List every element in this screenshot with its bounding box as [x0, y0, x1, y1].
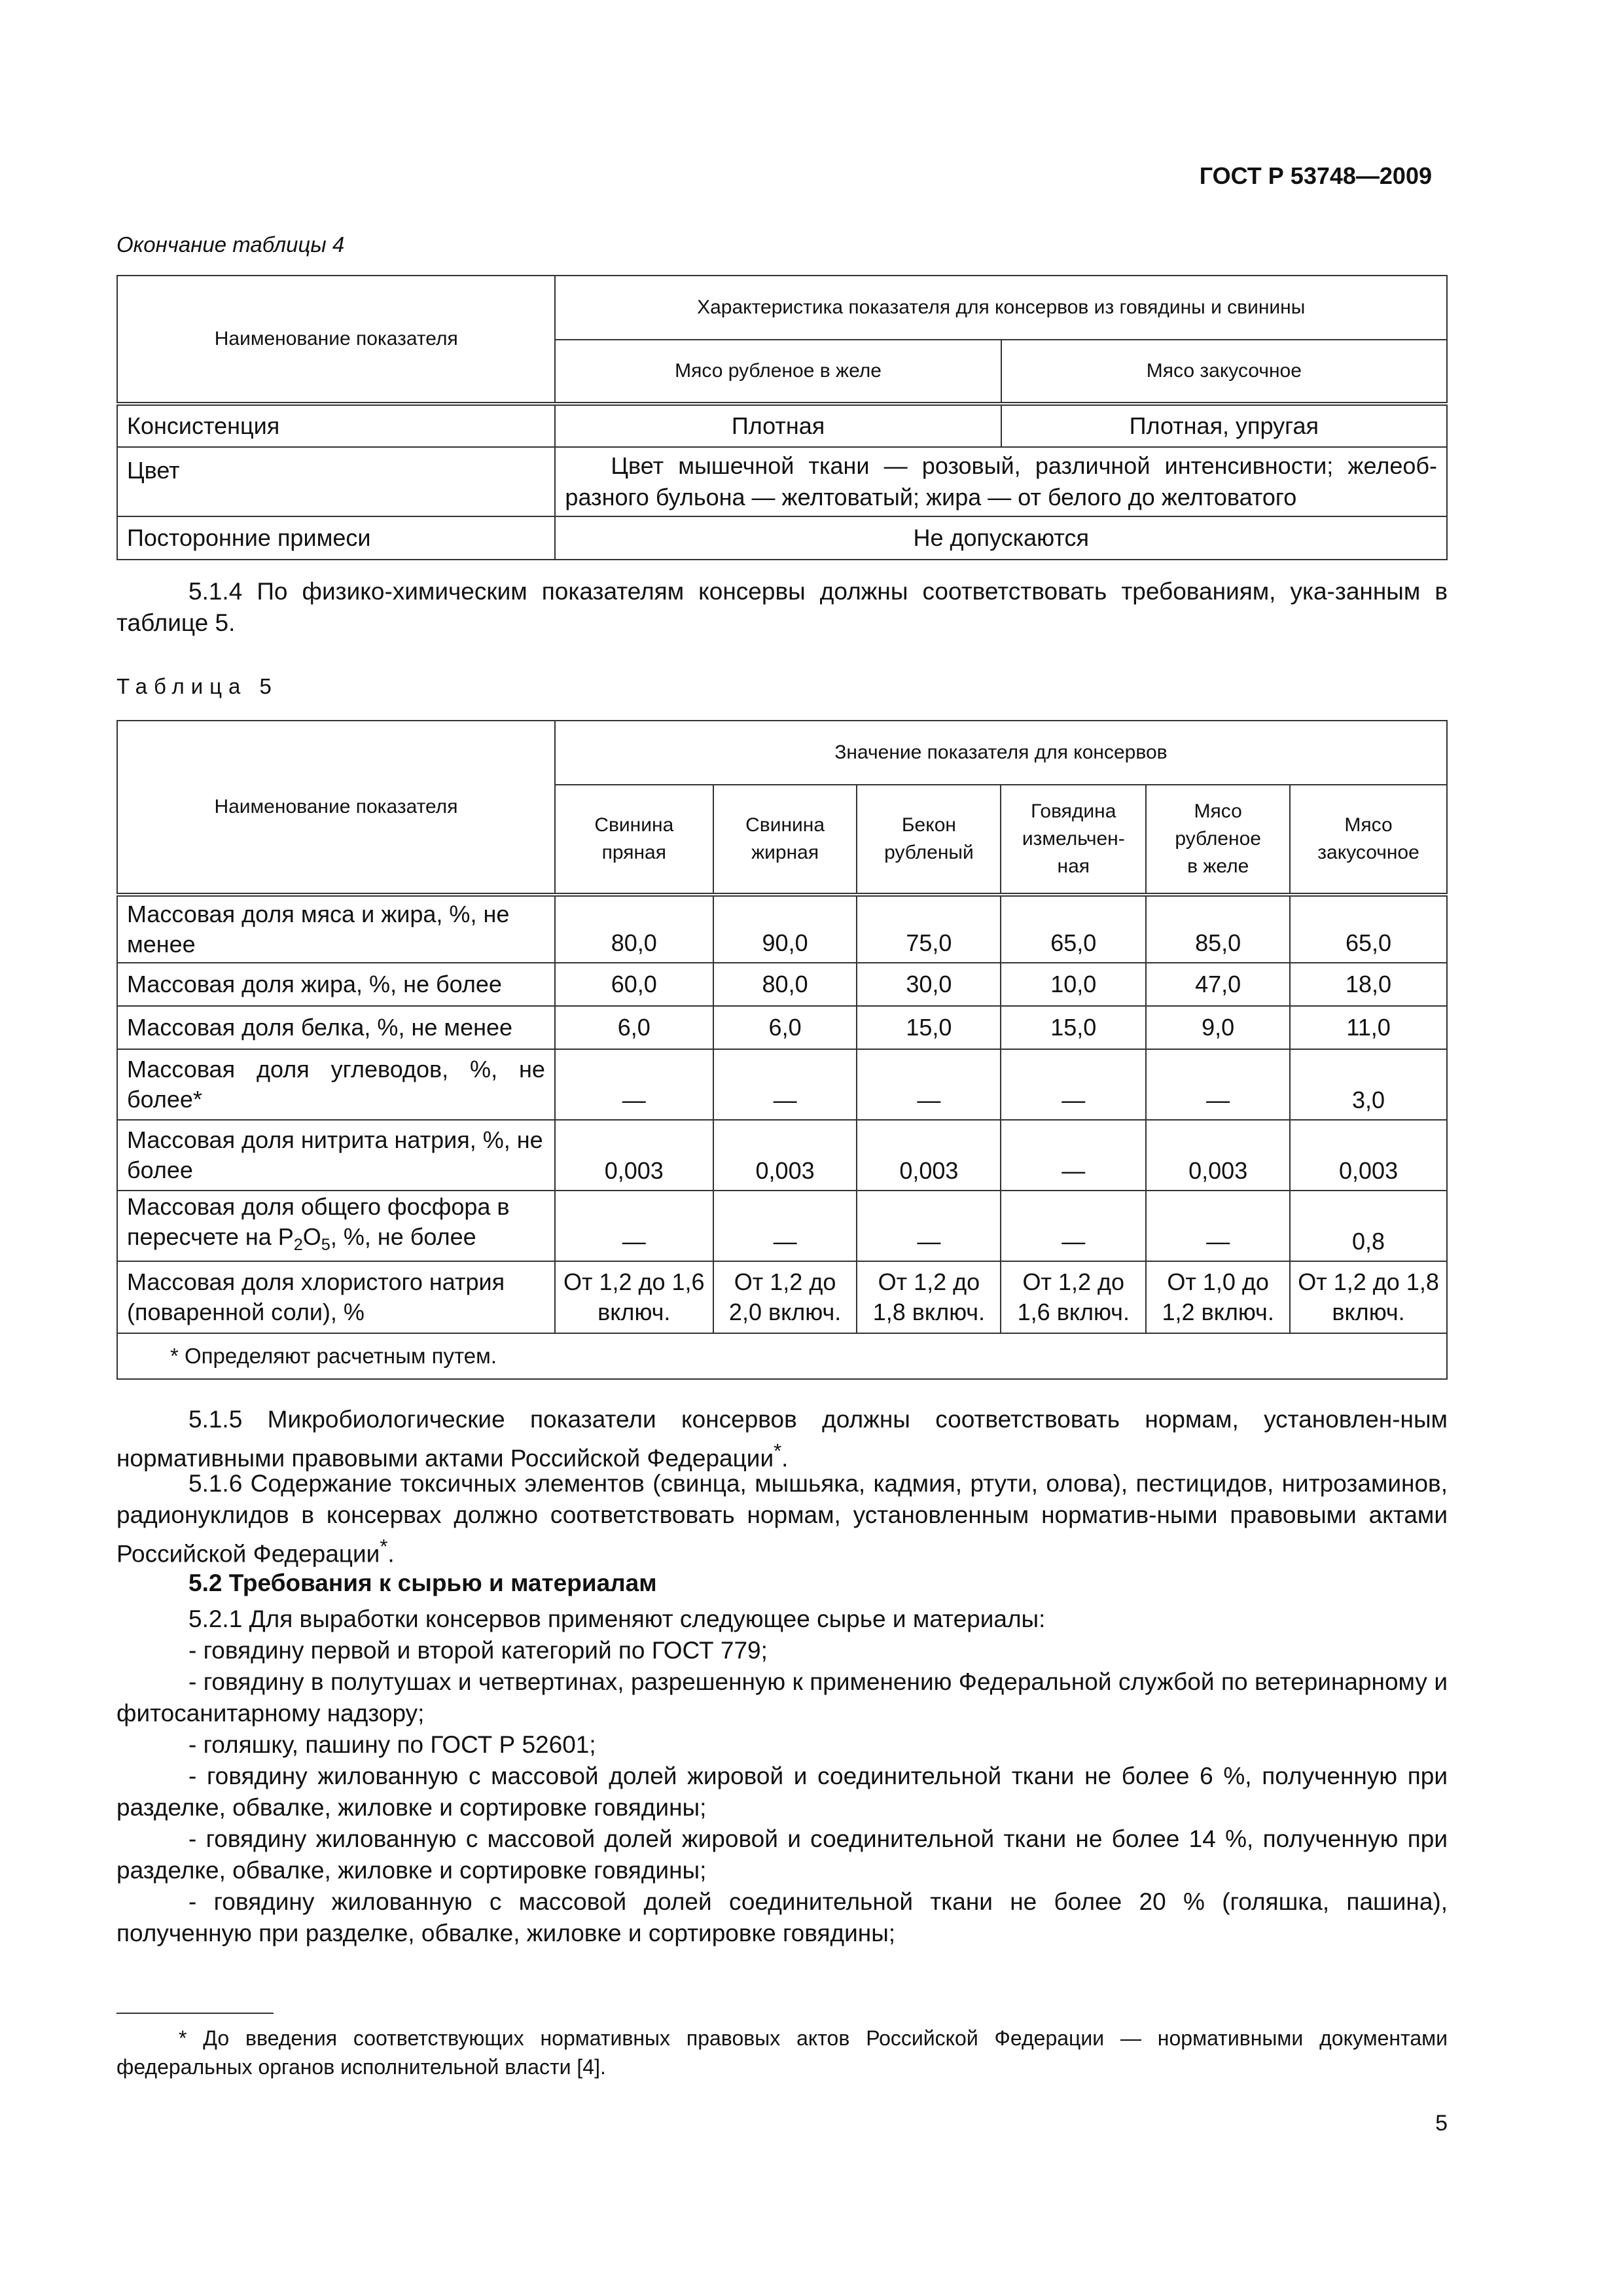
- table5-row-name: Массовая доля мяса и жира, %, не менее: [117, 895, 555, 963]
- paragraph-5-1-4: 5.1.4 По физико-химическим показателям консервы должны соответствовать требованиям, ука-занным в таблице 5.: [116, 578, 1448, 636]
- table-row: [117, 1049, 1447, 1120]
- table-row: [117, 404, 1447, 447]
- table-row: [117, 1191, 1447, 1261]
- paragraph-5-1-5: 5.1.5 Микробиологические показатели консервов должны соответствовать нормам, установлен-ным нормативными правовыми актами Российской Федерации*.: [116, 1406, 1448, 1472]
- table5-cell: От 1,2 до 1,8 включ.: [857, 1261, 1001, 1333]
- table5-cell: 6,0: [713, 1006, 857, 1049]
- table5-cell: 65,0: [1290, 895, 1447, 963]
- table5-cell: —: [555, 1049, 713, 1120]
- table4-row-name: Консистенция: [117, 404, 555, 447]
- table5-cell: От 1,2 до 1,6 включ.: [555, 1261, 713, 1333]
- table5-cell: 9,0: [1146, 1006, 1290, 1049]
- table5-row-name: Массовая доля хлористого натрия (поваренной соли), %: [117, 1261, 555, 1333]
- table5-cell: —: [1001, 1049, 1146, 1120]
- table-row: [117, 1261, 1447, 1333]
- table5-row-name: Массовая доля жира, %, не более: [117, 963, 555, 1006]
- table5-cell: От 1,2 до 2,0 включ.: [713, 1261, 857, 1333]
- table4-row-name: Посторонние примеси: [117, 516, 555, 560]
- table-row: [117, 516, 1447, 560]
- table4-caption: Окончание таблицы 4: [116, 232, 345, 257]
- table4-row-name: Цвет: [117, 447, 555, 516]
- list-item: - говядину жилованную с массовой долей соединительной ткани не более 20 % (голяшка, пашина), полученную при разделке, обвалке, жиловке и сортировке говядины;: [116, 1888, 1448, 1946]
- table5-cell: —: [1146, 1191, 1290, 1261]
- list-item: - говядину в полутушах и четвертинах, разрешенную к применению Федеральной службой по ветеринарному и фитосанитарному надзору;: [116, 1668, 1448, 1727]
- table5-cell: —: [713, 1049, 857, 1120]
- table5-col-name: Наименование показателя: [117, 721, 555, 895]
- table5-cell: 10,0: [1001, 963, 1146, 1006]
- table5-cell: 18,0: [1290, 963, 1447, 1006]
- table4-col-name: Наименование показателя: [117, 276, 555, 404]
- table5-subcol: Мясо закусочное: [1290, 785, 1447, 895]
- table5-subcol: Бекон рубленый: [857, 785, 1001, 895]
- table5-cell: 0,003: [1146, 1120, 1290, 1191]
- table4-cell-merged: Не допускаются: [555, 516, 1447, 560]
- table5-cell: 30,0: [857, 963, 1001, 1006]
- document-header: ГОСТ Р 53748—2009: [1199, 162, 1432, 189]
- paragraph-5-1-6: 5.1.6 Содержание токсичных элементов (свинца, мышьяка, кадмия, ртути, олова), пестицидов, нитрозаминов, радионуклидов в консервах должно соответствовать нормам, установленным норматив-ными правовыми актами Российской Федерации*.: [116, 1470, 1448, 1568]
- table-row: [117, 447, 1447, 516]
- table5-cell: —: [1001, 1120, 1146, 1191]
- table5-cell: —: [713, 1191, 857, 1261]
- materials-list: [116, 1635, 1448, 1949]
- table5-cell: 75,0: [857, 895, 1001, 963]
- table4-subcol: Мясо закусочное: [1001, 340, 1447, 404]
- table5-cell: 80,0: [713, 963, 857, 1006]
- table-4: [116, 275, 1448, 560]
- list-item: - говядину жилованную с массовой долей жировой и соединительной ткани не более 14 %, полученную при разделке, обвалке, жиловке и сортировке говядины;: [116, 1825, 1448, 1884]
- section-heading-5-2: 5.2 Требования к сырью и материалам: [188, 1570, 657, 1596]
- table-footnote-row: [117, 1333, 1447, 1379]
- table5-cell: —: [857, 1049, 1001, 1120]
- table4-cell: Плотная: [555, 404, 1001, 447]
- list-item: - голяшку, пашину по ГОСТ Р 52601;: [188, 1731, 596, 1758]
- table5-cell: 80,0: [555, 895, 713, 963]
- table-row: [117, 1120, 1447, 1191]
- table5-footnote: * Определяют расчетным путем.: [117, 1333, 1447, 1379]
- table5-cell: 90,0: [713, 895, 857, 963]
- table5-subcol: Мясо рубленое в желе: [1146, 785, 1290, 895]
- table5-cell: 15,0: [1001, 1006, 1146, 1049]
- table5-cell: 0,003: [713, 1120, 857, 1191]
- table5-subcol: Свинина пряная: [555, 785, 713, 895]
- table5-cell: 0,8: [1290, 1191, 1447, 1261]
- table5-cell: —: [1146, 1049, 1290, 1120]
- page-footnote: * До введения соответствующих нормативных правовых актов Российской Федерации — нормативными документами федеральных органов исполнительной власти [4].: [116, 2026, 1448, 2079]
- table4-subcol: Мясо рубленое в желе: [555, 340, 1001, 404]
- footnote-divider: [116, 2013, 274, 2014]
- table5-cell: 15,0: [857, 1006, 1001, 1049]
- table5-cell: 60,0: [555, 963, 713, 1006]
- table5-row-name: Массовая доля нитрита натрия, %, не более: [117, 1120, 555, 1191]
- table4-col-group: Характеристика показателя для консервов из говядины и свинины: [555, 276, 1447, 340]
- table5-cell: 11,0: [1290, 1006, 1447, 1049]
- table5-cell: От 1,0 до 1,2 включ.: [1146, 1261, 1290, 1333]
- table4-cell: Плотная, упругая: [1001, 404, 1447, 447]
- table5-cell: —: [1001, 1191, 1146, 1261]
- page-number: 5: [1435, 2111, 1448, 2136]
- table5-cell: 3,0: [1290, 1049, 1447, 1120]
- table5-cell: 0,003: [857, 1120, 1001, 1191]
- table-5: [116, 720, 1448, 1380]
- list-item: - говядину жилованную с массовой долей жировой и соединительной ткани не более 6 %, полученную при разделке, обвалке, жиловке и сортировке говядины;: [116, 1763, 1448, 1821]
- paragraph-5-2-1: 5.2.1 Для выработки консервов применяют следующее сырье и материалы:: [188, 1605, 1046, 1632]
- list-item: - говядину первой и второй категорий по ГОСТ 779;: [188, 1637, 768, 1664]
- table5-caption: Таблица 5: [116, 674, 278, 698]
- table-row: [117, 963, 1447, 1006]
- table5-cell: 0,003: [1290, 1120, 1447, 1191]
- table5-cell: 85,0: [1146, 895, 1290, 963]
- table5-subcol: Свинина жирная: [713, 785, 857, 895]
- table-row: [117, 1006, 1447, 1049]
- table5-cell: 65,0: [1001, 895, 1146, 963]
- table4-cell-merged: Цвет мышечной ткани — розовый, различной интенсивности; желеоб-разного бульона — желтоватый; жира — от белого до желтоватого: [555, 447, 1447, 516]
- table5-cell: —: [555, 1191, 713, 1261]
- table5-cell: 47,0: [1146, 963, 1290, 1006]
- table5-row-name: Массовая доля белка, %, не менее: [117, 1006, 555, 1049]
- table5-cell: От 1,2 до 1,6 включ.: [1001, 1261, 1146, 1333]
- table5-row-name: Массовая доля углеводов, %, не более*: [117, 1049, 555, 1120]
- table5-cell: 6,0: [555, 1006, 713, 1049]
- table-row: [117, 895, 1447, 963]
- table5-cell: От 1,2 до 1,8 включ.: [1290, 1261, 1447, 1333]
- table5-row-name: Массовая доля общего фосфора в пересчете на $P_2O_5$, %, не более: [117, 1191, 555, 1261]
- table5-subcol: Говядина измельчен- ная: [1001, 785, 1146, 895]
- table5-cell: —: [857, 1191, 1001, 1261]
- table5-col-group: Значение показателя для консервов: [555, 721, 1447, 785]
- table5-cell: 0,003: [555, 1120, 713, 1191]
